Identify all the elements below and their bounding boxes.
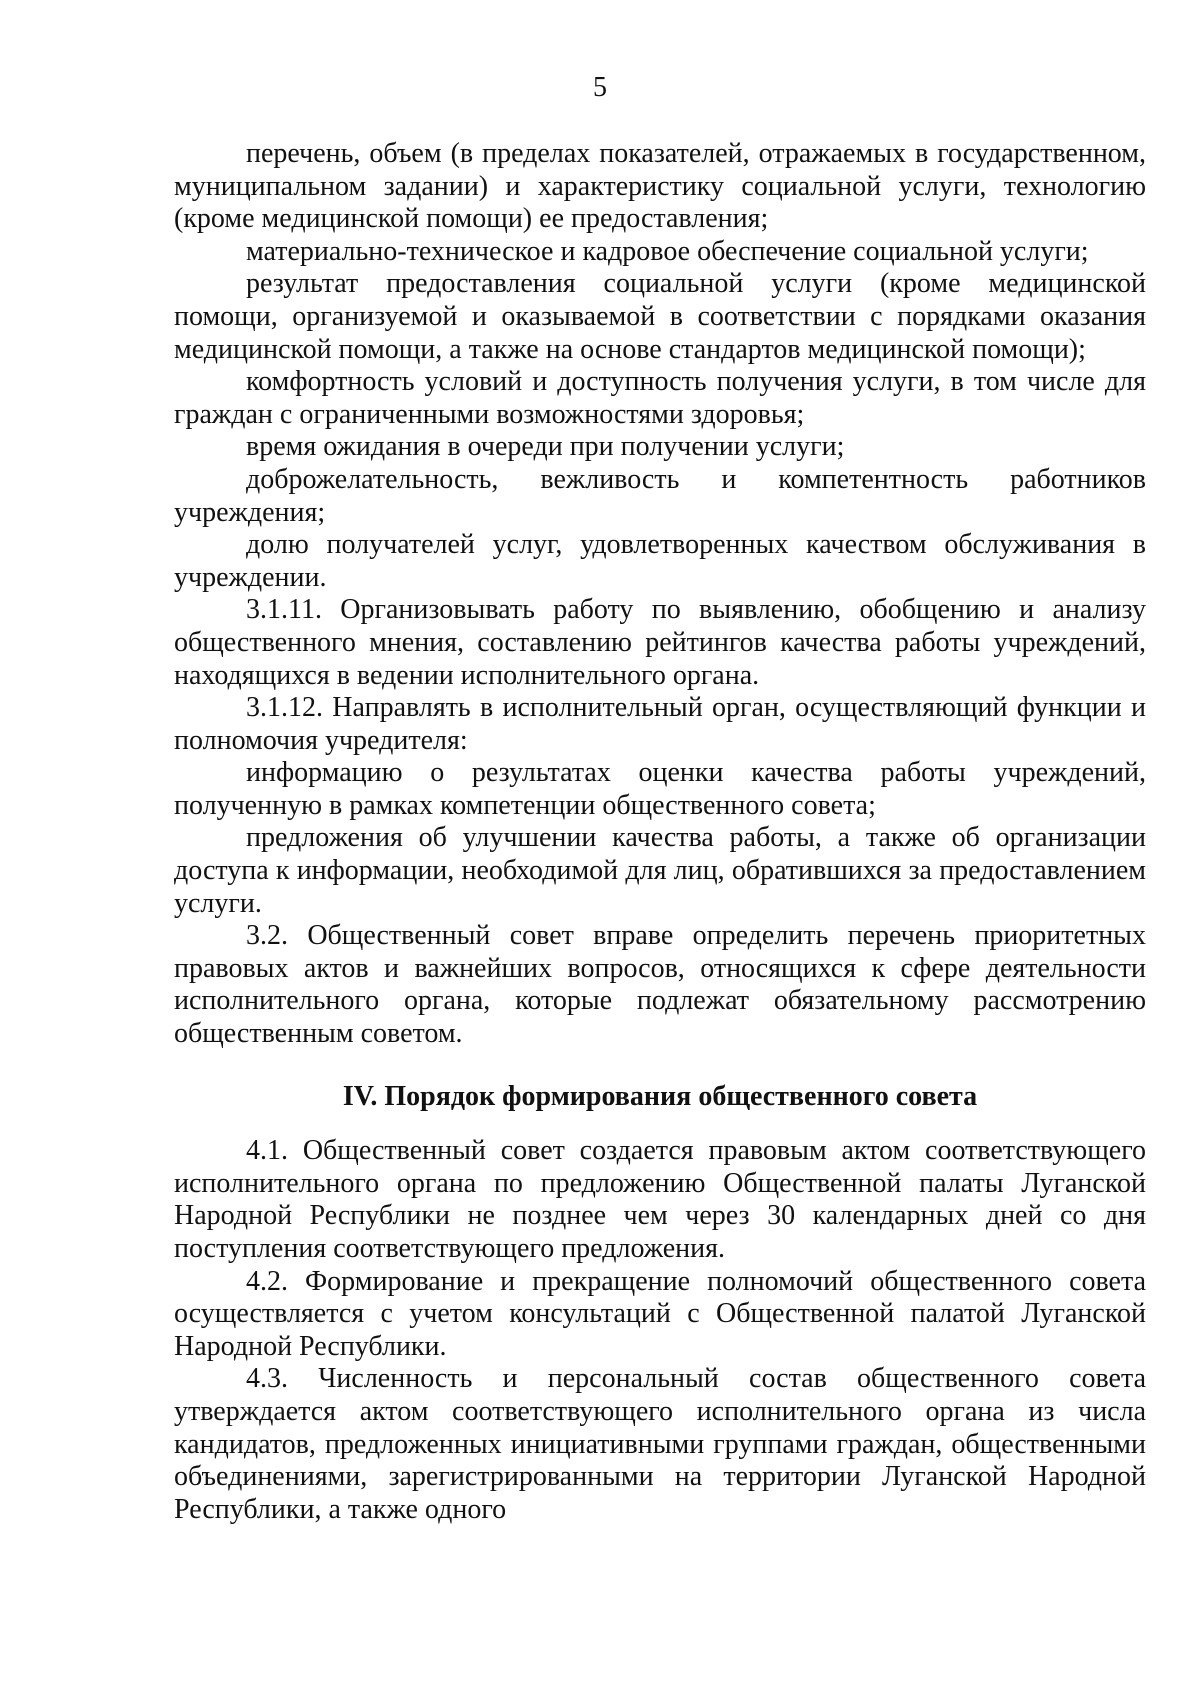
paragraph: комфортность условий и доступность получения услуги, в том числе для граждан с ограниченными возможностями здоровья; <box>174 366 1146 430</box>
paragraph: время ожидания в очереди при получении услуги; <box>246 431 845 463</box>
paragraph: предложения об улучшении качества работы, а также об организации доступа к информации, необходимой для лиц, обратившихся за предоставлением услуги. <box>174 822 1146 919</box>
paragraph: 4.1. Общественный совет создается правовым актом соответствующего исполнительного органа по предложению Общественной палаты Луганской Народной Республики не позднее чем через 30 календарных дней со дня поступления соответствующего предложения. <box>174 1135 1146 1264</box>
paragraph: результат предоставления социальной услуги (кроме медицинской помощи, организуемой и оказываемой в соответствии с порядками оказания медицинской помощи, а также на основе стандартов медицинской помощи); <box>174 268 1146 365</box>
paragraph: информацию о результатах оценки качества работы учреждений, полученную в рамках компетенции общественного совета; <box>174 757 1146 821</box>
page-number: 5 <box>593 72 607 103</box>
paragraph: доброжелательность, вежливость и компетентность работников учреждения; <box>174 463 1146 528</box>
paragraph: 4.2. Формирование и прекращение полномочий общественного совета осуществляется с учетом консультаций с Общественной палатой Луганской Народной Республики. <box>174 1265 1146 1362</box>
paragraph: 3.1.11. Организовывать работу по выявлению, обобщению и анализу общественного мнения, составлению рейтингов качества работы учреждений, находящихся в ведении исполнительного органа. <box>174 594 1146 691</box>
document-body <box>174 138 1146 1526</box>
paragraph: перечень, объем (в пределах показателей, отражаемых в государственном, муниципальном задании) и характеристику социальной услуги, технологию (кроме медицинской помощи) ее предоставления; <box>174 138 1146 235</box>
paragraph: долю получателей услуг, удовлетворенных качеством обслуживания в учреждении. <box>174 529 1146 593</box>
paragraph: 4.3. Численность и персональный состав общественного совета утверждается актом соответствующего исполнительного органа из числа кандидатов, предложенных инициативными группами граждан, общественными объединениями, зарегистрированными на территории Луганской Народной Республики, а также одного <box>174 1363 1146 1525</box>
section-heading: IV. Порядок формирования общественного совета <box>342 1080 978 1112</box>
paragraph: 3.1.12. Направлять в исполнительный орган, осуществляющий функции и полномочия учредителя: <box>174 692 1146 756</box>
paragraph: материально-техническое и кадровое обеспечение социальной услуги; <box>246 235 1089 267</box>
paragraph: 3.2. Общественный совет вправе определить перечень приоритетных правовых актов и важнейших вопросов, относящихся к сфере деятельности исполнительного органа, которые подлежат обязательному рассмотрению общественным советом. <box>174 920 1146 1050</box>
